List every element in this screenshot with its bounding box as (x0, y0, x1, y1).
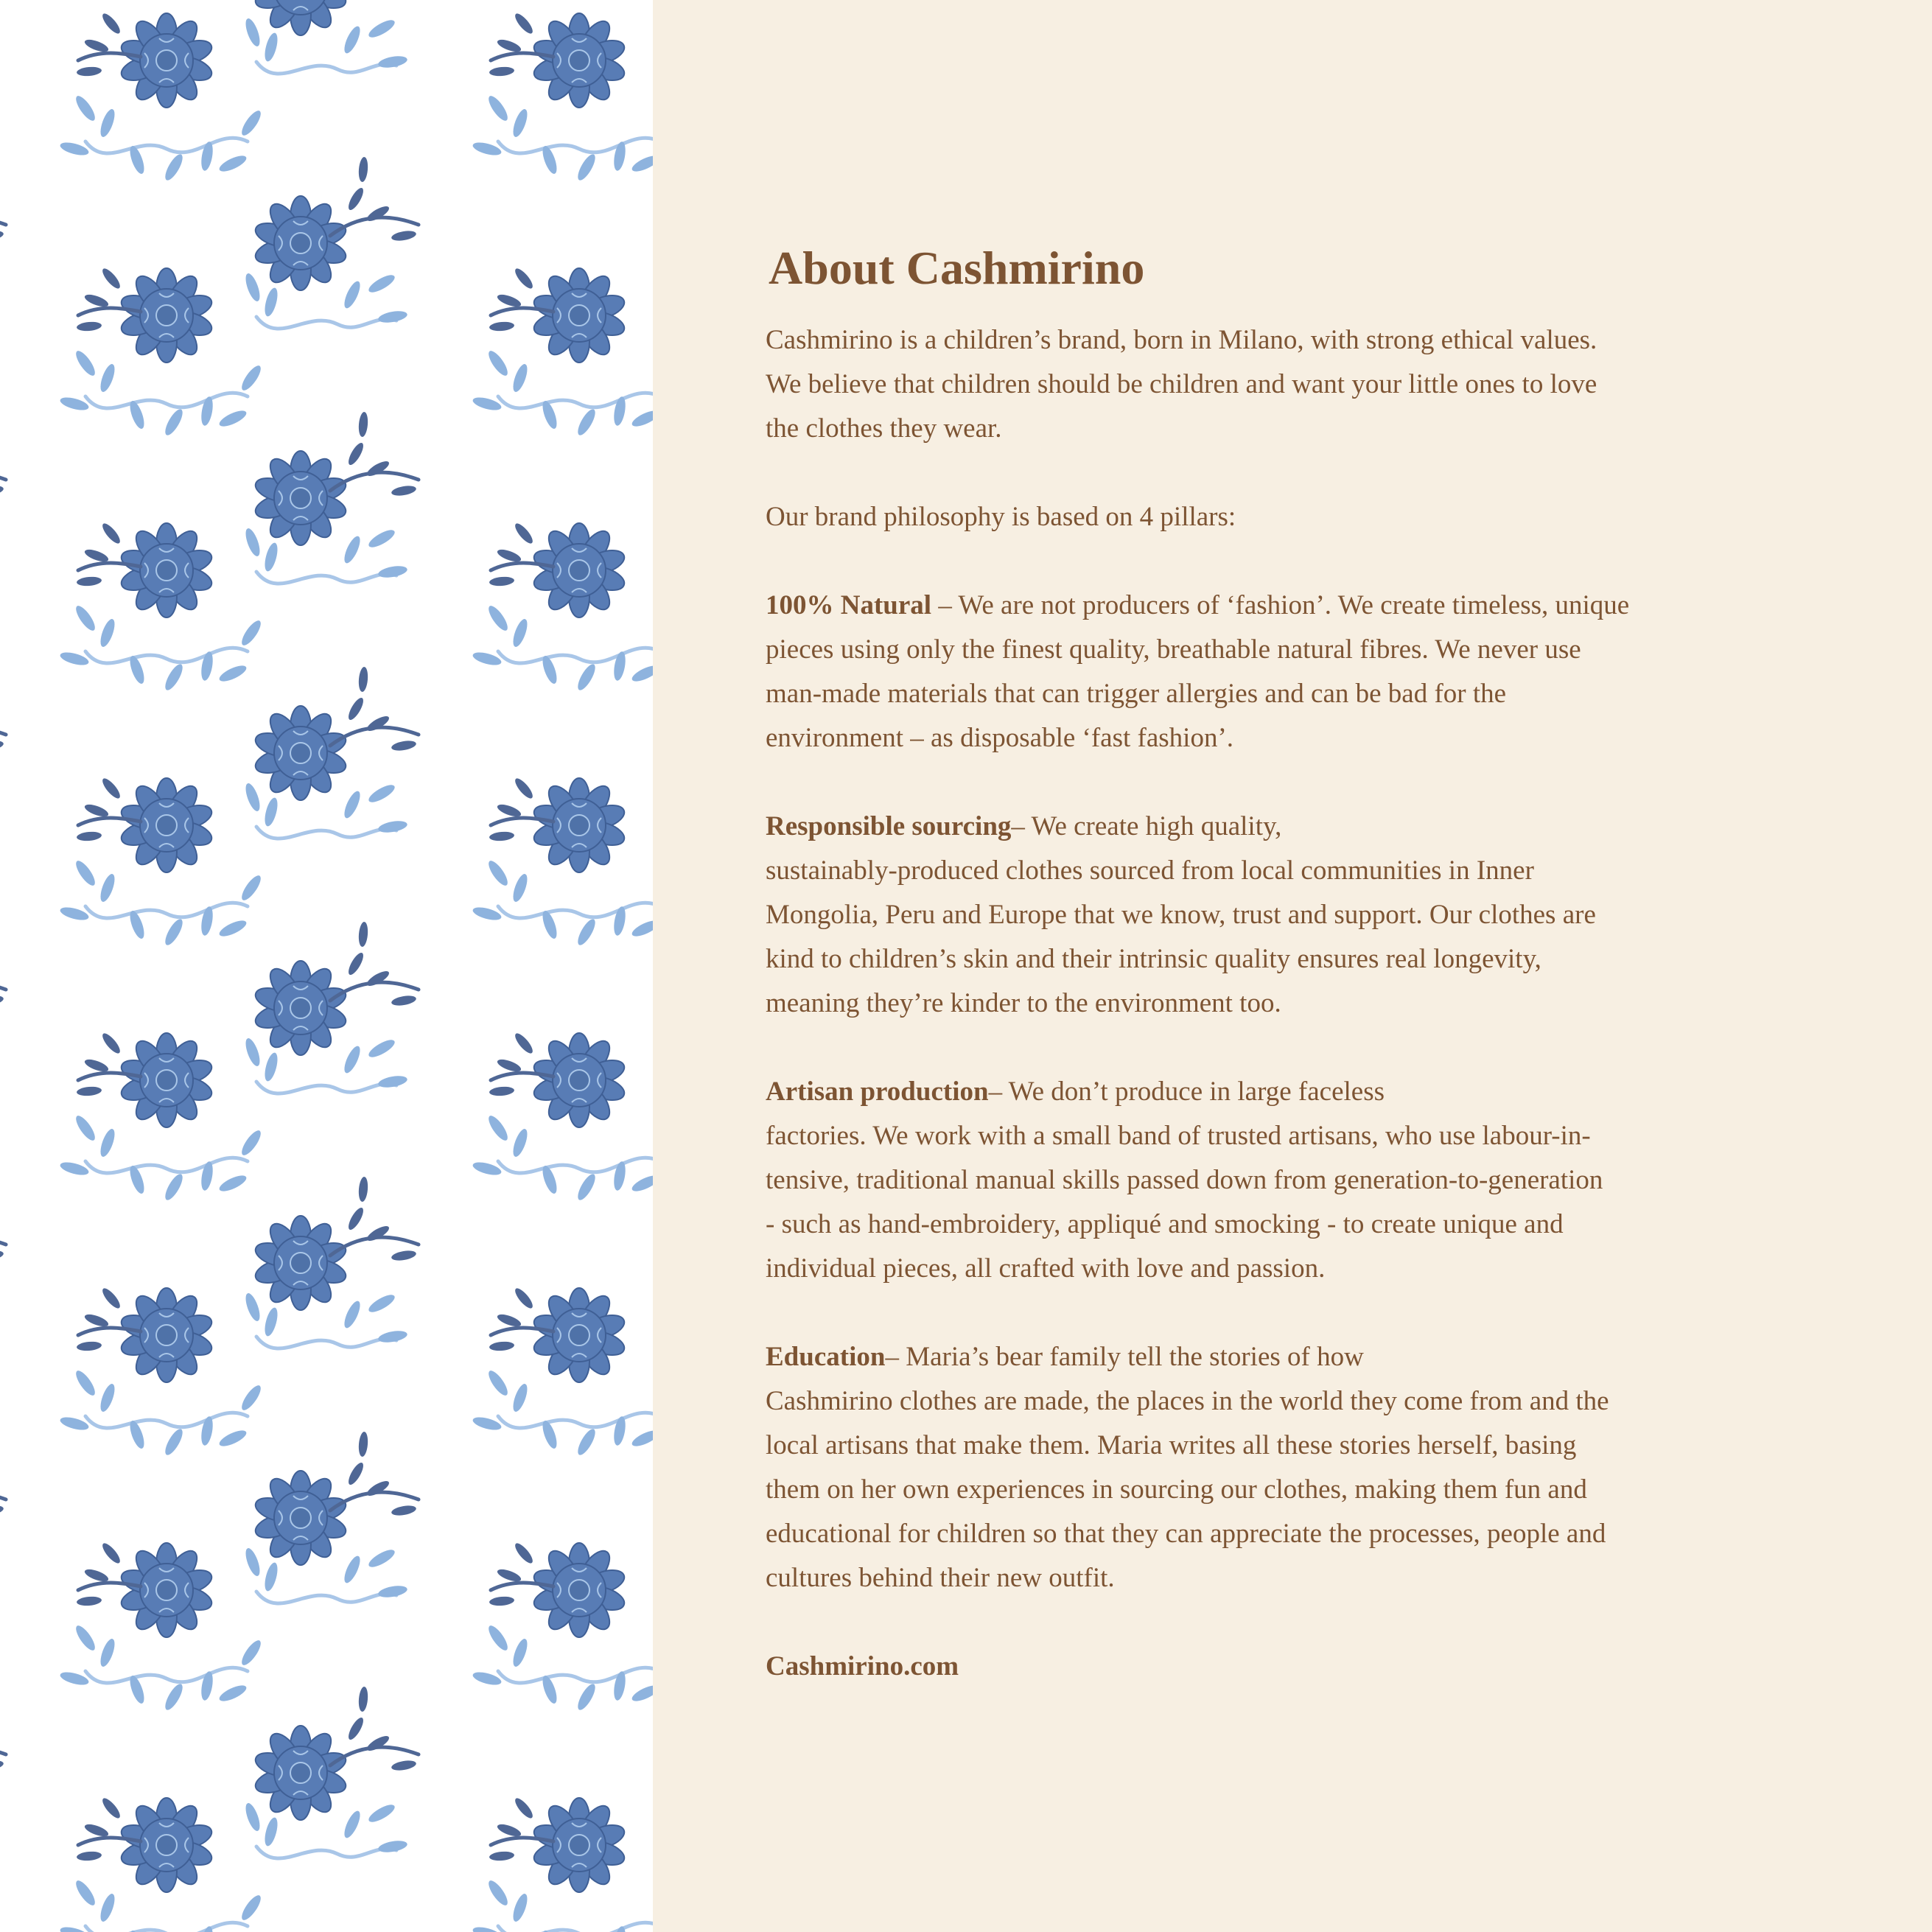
pillar-line: Mongolia, Peru and Europe that we know, trust and support. Our clothes are (766, 900, 1596, 930)
page-title: About Cashmirino (769, 242, 1145, 294)
philosophy-paragraph (766, 495, 1782, 539)
pillar-line: individual pieces, all crafted with love and passion. (766, 1253, 1326, 1284)
about-text-panel (653, 0, 1932, 1932)
pillar-first-line (766, 1070, 1782, 1114)
floral-pattern-panel (0, 0, 653, 1932)
pillar-text: – Maria’s bear family tell the stories of how (885, 1342, 1364, 1372)
pillar-line: environment – as disposable ‘fast fashion’. (766, 723, 1234, 753)
pillar-heading: 100% Natural (766, 590, 932, 620)
pillar-line: educational for children so that they can appreciate the processes, people and (766, 1519, 1606, 1549)
website-text: Cashmirino.com (766, 1651, 959, 1681)
pillar-line: local artisans that make them. Maria writes all these stories herself, basing (766, 1430, 1577, 1460)
pillar-line: pieces using only the finest quality, breathable natural fibres. We never use (766, 634, 1581, 665)
pillar-heading: Education (766, 1342, 886, 1372)
pillar-natural (766, 584, 1782, 760)
pillar-text: – We create high quality, (1011, 811, 1282, 841)
pillar-text: – We don’t produce in large faceless (988, 1077, 1385, 1107)
pillar-line: Cashmirino clothes are made, the places in the world they come from and the (766, 1386, 1609, 1416)
pillar-line: sustainably-produced clothes sourced from local communities in Inner (766, 855, 1534, 886)
pillar-heading: Artisan production (766, 1077, 989, 1107)
pillar-line: - such as hand-embroidery, appliqué and smocking - to create unique and (766, 1209, 1564, 1239)
pillar-line: cultures behind their new outfit. (766, 1563, 1115, 1593)
intro-paragraph (766, 318, 1782, 451)
pillar-first-line (766, 1335, 1782, 1379)
pillar-line: kind to children’s skin and their intrinsic quality ensures real longevity, (766, 944, 1541, 974)
pillar-artisan-production (766, 1070, 1782, 1291)
pillar-education (766, 1335, 1782, 1600)
pillar-line: man-made materials that can trigger allergies and can be bad for the (766, 679, 1507, 709)
pillar-first-line (766, 805, 1782, 849)
about-content (766, 234, 1782, 1689)
intro-line: Cashmirino is a children’s brand, born in Milano, with strong ethical values. (766, 325, 1597, 355)
pillar-line: them on her own experiences in sourcing our clothes, making them fun and (766, 1474, 1587, 1505)
intro-line: the clothes they wear. (766, 413, 1002, 444)
pillar-text: – We are not producers of ‘fashion’. We create timeless, unique (931, 590, 1630, 620)
pillar-line: factories. We work with a small band of trusted artisans, who use labour-in- (766, 1121, 1591, 1151)
intro-line: We believe that children should be children and want your little ones to love (766, 369, 1597, 399)
pillar-line: tensive, traditional manual skills passed down from generation-to-generation (766, 1165, 1603, 1195)
philosophy-line: Our brand philosophy is based on 4 pillars: (766, 502, 1236, 532)
pillar-responsible-sourcing (766, 805, 1782, 1026)
pillar-line: meaning they’re kinder to the environment too. (766, 988, 1281, 1018)
pillar-heading: Responsible sourcing (766, 811, 1012, 841)
blue-floral-pattern-icon (0, 0, 653, 1932)
pillar-first-line (766, 584, 1782, 628)
